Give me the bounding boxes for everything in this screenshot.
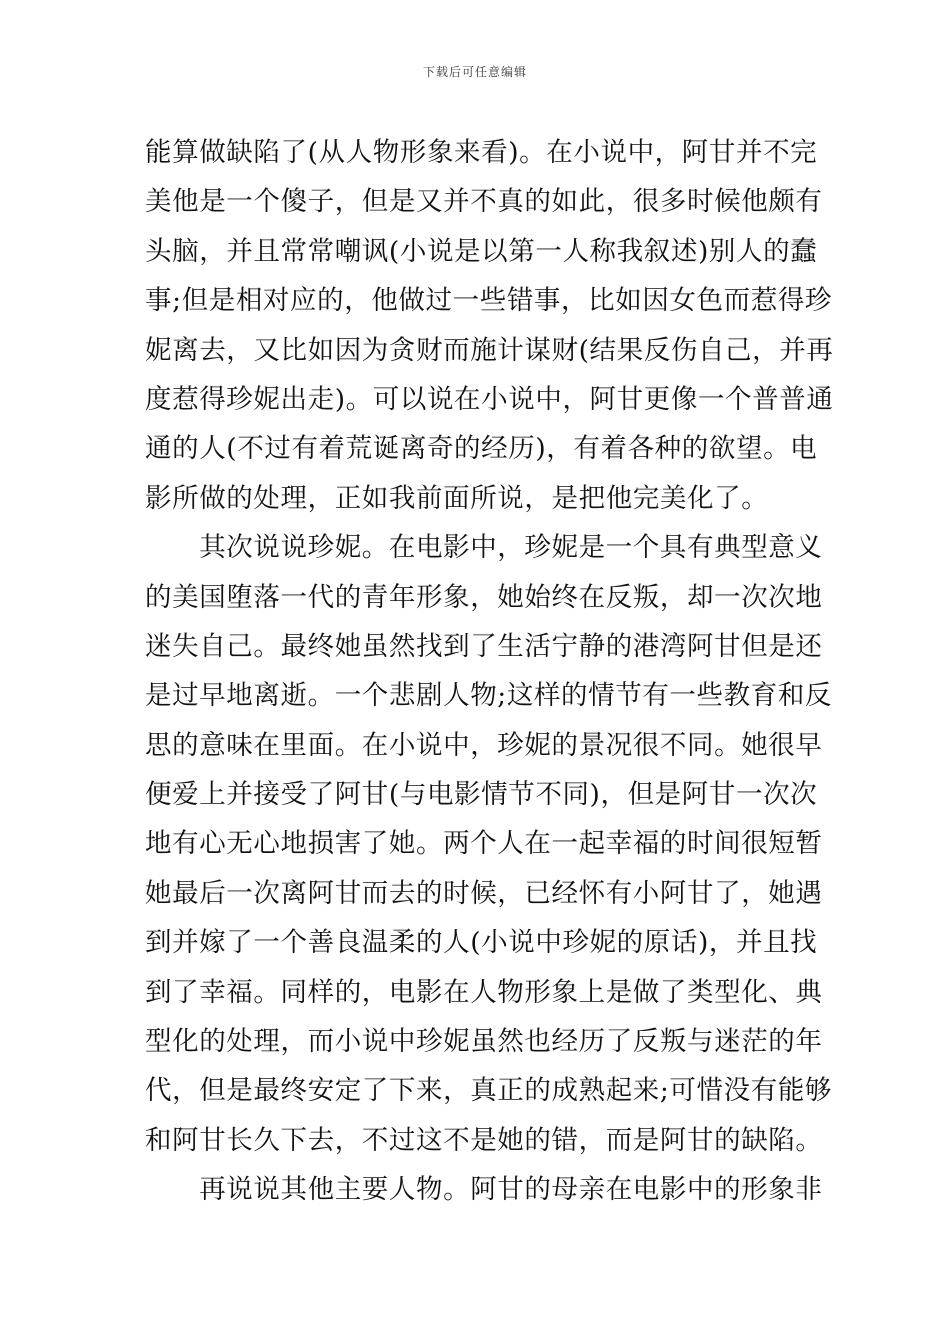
text-line: 是过早地离逝。一个悲剧人物;这样的情节有一些教育和反 xyxy=(145,680,833,712)
text-line: 事;但是相对应的，他做过一些错事，比如因女色而惹得珍 xyxy=(145,285,833,317)
text-line: 头脑，并且常常嘲讽(小说是以第一人称我叙述)别人的蠢 xyxy=(145,235,818,267)
text-line: 型化的处理，而小说中珍妮虽然也经历了反叛与迷茫的年 xyxy=(145,1026,823,1058)
text-line: 代，但是最终安定了下来，真正的成熟起来;可惜没有能够 xyxy=(145,1075,833,1107)
text-line: 的美国堕落一代的青年形象，她始终在反叛，却一次次地 xyxy=(145,581,823,613)
text-line: 到了幸福。同样的，电影在人物形象上是做了类型化、典 xyxy=(145,976,823,1008)
text-line: 其次说说珍妮。在电影中，珍妮是一个具有典型意义 xyxy=(145,532,823,564)
text-line: 到并嫁了一个善良温柔的人(小说中珍妮的原话)，并且找 xyxy=(145,927,818,959)
text-line: 影所做的处理，正如我前面所说，是把他完美化了。 xyxy=(145,482,769,514)
text-line: 思的意味在里面。在小说中，珍妮的景况很不同。她很早 xyxy=(145,729,823,761)
document-body xyxy=(145,128,834,1215)
text-line: 能算做缺陷了(从人物形象来看)。在小说中，阿甘并不完 xyxy=(145,137,818,168)
page-header: 下载后可任意编辑 xyxy=(422,65,527,79)
text-line: 便爱上并接受了阿甘(与电影情节不同)，但是阿甘一次次 xyxy=(145,779,818,811)
text-line: 美他是一个傻子，但是又并不真的如此，很多时候他颇有 xyxy=(145,186,823,218)
text-line: 再说说其他主要人物。阿甘的母亲在电影中的形象非 xyxy=(145,1174,823,1206)
text-line: 地有心无心地损害了她。两个人在一起幸福的时间很短暂 xyxy=(145,828,823,860)
text-line: 她最后一次离阿甘而去的时候，已经怀有小阿甘了，她遇 xyxy=(145,877,823,909)
text-line: 通的人(不过有着荒诞离奇的经历)，有着各种的欲望。电 xyxy=(145,433,818,465)
text-line: 和阿甘长久下去，不过这不是她的错，而是阿甘的缺陷。 xyxy=(145,1124,823,1156)
text-line: 迷失自己。最终她虽然找到了生活宁静的港湾阿甘但是还 xyxy=(145,630,823,662)
text-line: 妮离去，又比如因为贪财而施计谋财(结果反伤自己，并再 xyxy=(145,334,834,366)
text-line: 度惹得珍妮出走)。可以说在小说中，阿甘更像一个普普通 xyxy=(145,383,834,415)
